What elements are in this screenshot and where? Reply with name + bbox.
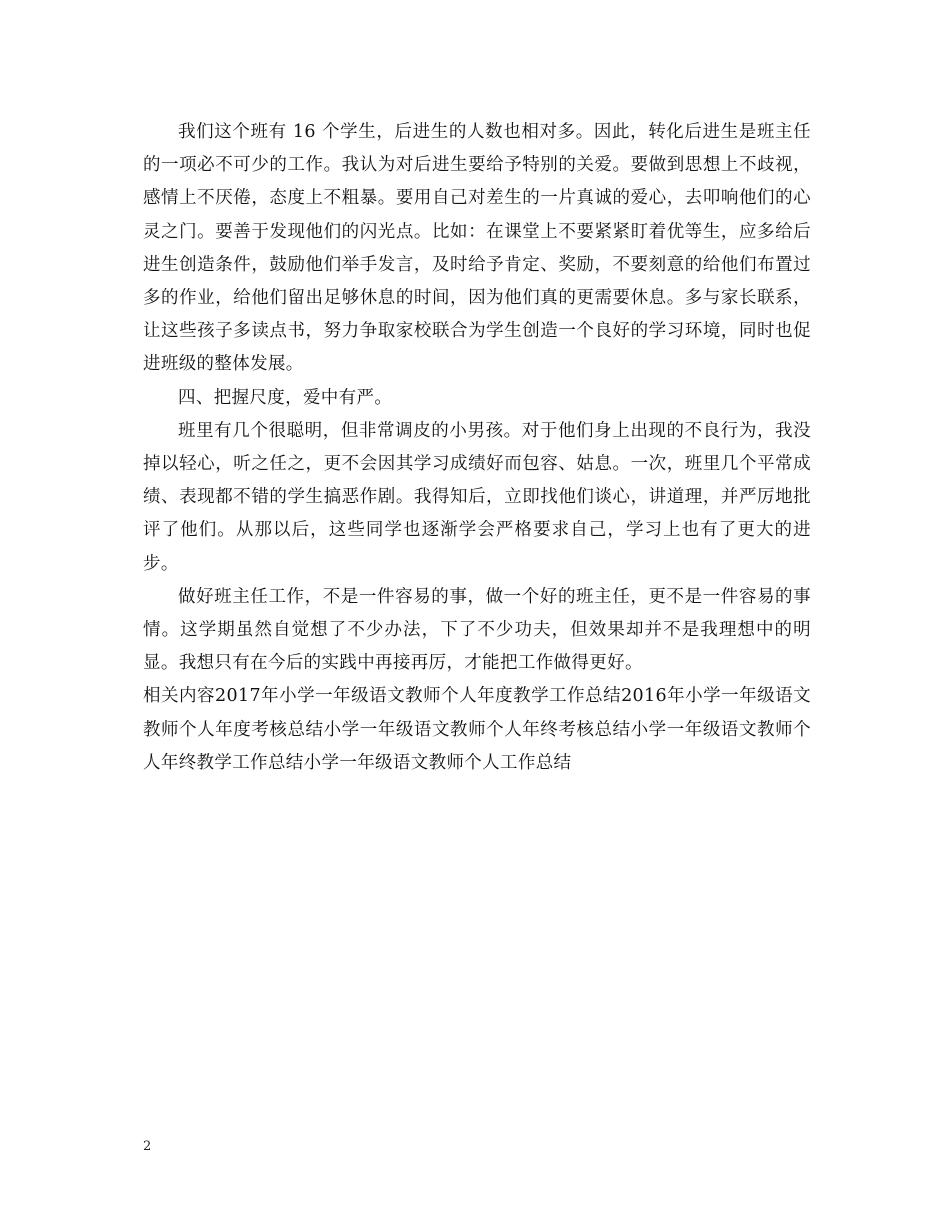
related-content: 相关内容2017年小学一年级语文教师个人年度教学工作总结2016年小学一年级语文教师个人年度考核总结小学一年级语文教师个人年终考核总结小学一年级语文教师个人年终教学工作总结小学一年级语文教师个人工作总结 [143, 686, 811, 773]
section-heading-four: 四、把握尺度，爱中有严。 [178, 387, 393, 408]
paragraph-strict-love: 班里有几个很聪明，但非常调皮的小男孩。对于他们身上出现的不良行为，我没掉以轻心，听之任之，更不会因其学习成绩好而包容、姑息。一次，班里几个平常成绩、表现都不错的学生搞恶作剧。我得知后，立即找他们谈心，讲道理，并严厉地批评了他们。从那以后，这些同学也逐渐学会严格要求自己，学习上也有了更大的进步。 [143, 420, 811, 574]
page-number: 2 [143, 1139, 152, 1154]
document-body [143, 116, 811, 780]
paragraph-late-students: 我们这个班有 16 个学生，后进生的人数也相对多。因此，转化后进生是班主任的一项必不可少的工作。我认为对后进生要给予特别的关爱。要做到思想上不歧视，感情上不厌倦，态度上不粗暴。要用自己对差生的一片真诚的爱心，去叩响他们的心灵之门。要善于发现他们的闪光点。比如：在课堂上不要紧紧盯着优等生，应多给后进生创造条件，鼓励他们举手发言，及时给予肯定、奖励，不要刻意的给他们布置过多的作业，给他们留出足够休息的时间，因为他们真的更需要休息。多与家长联系，让这些孩子多读点书，努力争取家校联合为学生创造一个良好的学习环境，同时也促进班级的整体发展。 [143, 122, 811, 375]
paragraph-conclusion: 做好班主任工作，不是一件容易的事，做一个好的班主任，更不是一件容易的事情。这学期虽然自觉想了不少办法，下了不少功夫，但效果却并不是我理想中的明显。我想只有在今后的实践中再接再厉，才能把工作做得更好。 [143, 586, 811, 674]
